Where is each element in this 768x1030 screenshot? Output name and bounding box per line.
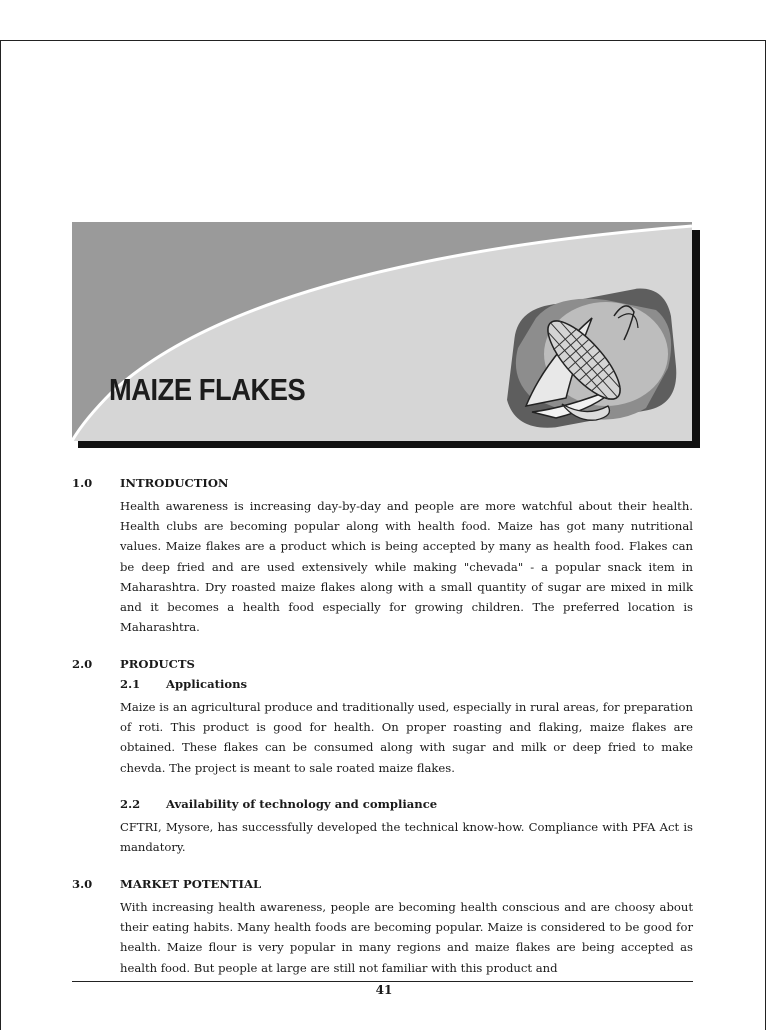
section-heading-products: PRODUCTS xyxy=(120,657,195,671)
section-number: 2.0 xyxy=(72,657,93,671)
subsection-number: 2.1 xyxy=(120,677,141,691)
subsection-number: 2.2 xyxy=(120,797,141,811)
maize-cob-icon xyxy=(496,288,682,432)
section-heading-market-potential: MARKET POTENTIAL xyxy=(120,877,262,891)
page-title: MAIZE FLAKES xyxy=(109,372,306,407)
section-number: 1.0 xyxy=(72,476,93,490)
section-heading-introduction: INTRODUCTION xyxy=(120,476,229,490)
footer-rule xyxy=(72,981,693,982)
subsection-heading-availability: Availability of technology and compliance xyxy=(166,797,438,811)
applications-paragraph: Maize is an agricultural produce and traditionally used, especially in rural areas, for preparation of roti. This product is good for health. On proper roasting and flaking, maize flakes are obtained. These flakes can be consumed along with sugar and milk or deep fried to make chevda. The project is meant to sale roated maize flakes. xyxy=(120,700,693,775)
section-number: 3.0 xyxy=(72,877,93,891)
market-paragraph: With increasing health awareness, people are becoming health conscious and are choosy about their eating habits. Many health foods are becoming popular. Maize is considered to be good for health. Maize flour is very popular in many regions and maize flakes are being accepted as health food. But people at large are still not familiar with this product and xyxy=(120,900,693,975)
availability-paragraph: CFTRI, Mysore, has successfully developed the technical know-how. Compliance with PFA Act is mandatory. xyxy=(120,820,693,855)
intro-paragraph: Health awareness is increasing day-by-day and people are more watchful about their health. Health clubs are becoming popular along with health food. Maize has got many nutritional values. Maize flakes are a product which is being accepted by many as health food. Flakes can be deep fried and are used extensively while making "chevada" - a popular snack item in Maharashtra. Dry roasted maize flakes along with a small quantity of sugar are mixed in milk and it becomes a health food especially for growing children. The preferred location is Maharashtra. xyxy=(120,499,693,635)
page-number: 41 xyxy=(375,983,393,997)
subsection-heading-applications: Applications xyxy=(166,677,248,691)
